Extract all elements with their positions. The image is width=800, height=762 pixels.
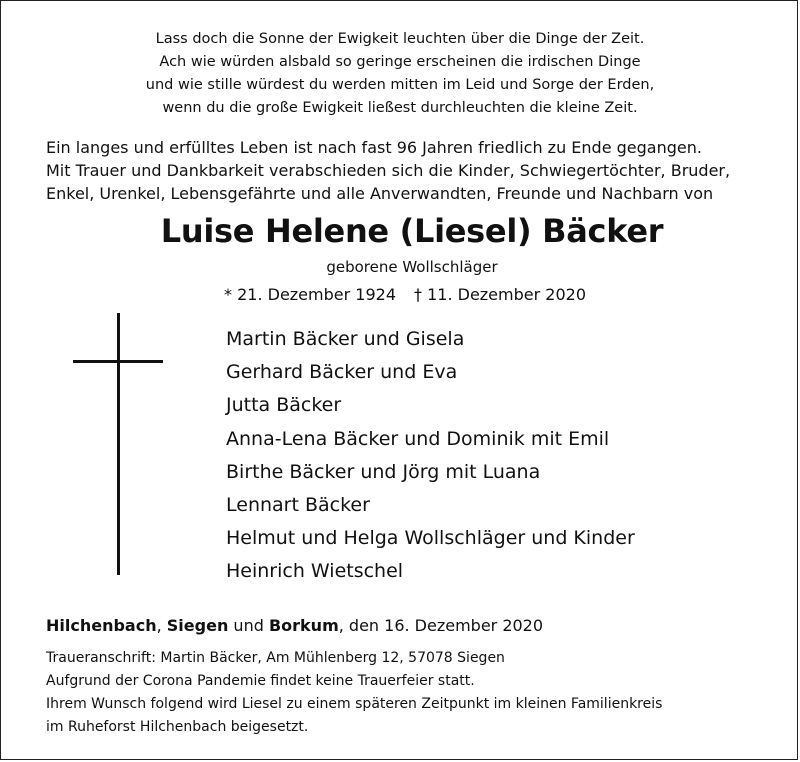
intro-text bbox=[46, 136, 786, 205]
birth-date: * 21. Dezember 1924 bbox=[224, 285, 396, 304]
mourner: Gerhard Bäcker und Eva bbox=[226, 361, 458, 384]
notice-date: , den 16. Dezember 2020 bbox=[338, 616, 544, 635]
death-date: † 11. Dezember 2020 bbox=[414, 285, 586, 304]
place-siegen: Siegen bbox=[166, 616, 229, 635]
mourner: Lennart Bäcker bbox=[226, 494, 370, 517]
place-separator: , bbox=[156, 616, 167, 635]
place-hilchenbach: Hilchenbach bbox=[46, 616, 157, 635]
intro-line: Mit Trauer und Dankbarkeit verabschieden sich die Kinder, Schwiegertöchter, Bruder, bbox=[46, 161, 731, 180]
notes bbox=[46, 647, 662, 739]
poem bbox=[0, 28, 800, 120]
note-line: Ihrem Wunsch folgend wird Liesel zu einem späteren Zeitpunkt im kleinen Familienkreis bbox=[46, 696, 663, 712]
life-dates bbox=[224, 285, 586, 304]
mourner: Jutta Bäcker bbox=[226, 394, 342, 417]
birth-name: geborene Wollschläger bbox=[326, 258, 498, 276]
mourner: Anna-Lena Bäcker und Dominik mit Emil bbox=[226, 427, 610, 450]
intro-line: Ein langes und erfülltes Leben ist nach fast 96 Jahren friedlich zu Ende gegangen. bbox=[46, 138, 702, 157]
mourners-list bbox=[226, 323, 635, 589]
note-line: Aufgrund der Corona Pandemie findet keine Trauerfeier statt. bbox=[46, 673, 475, 689]
cross-icon-bar bbox=[73, 360, 163, 363]
poem-line: und wie stille würdest du werden mitten im Leid und Sorge der Erden, bbox=[145, 77, 655, 93]
place-separator: und bbox=[228, 616, 269, 635]
intro-line: Enkel, Urenkel, Lebensgefährte und alle Anverwandten, Freunde und Nachbarn von bbox=[46, 184, 714, 203]
poem-line: Ach wie würden alsbald so geringe erscheinen die irdischen Dinge bbox=[159, 54, 641, 70]
place-date-line bbox=[46, 616, 543, 635]
place-borkum: Borkum bbox=[268, 616, 339, 635]
mourning-address: Traueranschrift: Martin Bäcker, Am Mühlenberg 12, 57078 Siegen bbox=[46, 650, 505, 666]
mourner: Heinrich Wietschel bbox=[226, 560, 404, 583]
mourner: Birthe Bäcker und Jörg mit Luana bbox=[226, 460, 541, 483]
deceased-name: Luise Helene (Liesel) Bäcker bbox=[160, 212, 664, 250]
poem-line: Lass doch die Sonne der Ewigkeit leuchten über die Dinge der Zeit. bbox=[155, 31, 645, 47]
note-line: im Ruheforst Hilchenbach beigesetzt. bbox=[46, 719, 309, 735]
cross-icon bbox=[117, 313, 120, 575]
mourner: Helmut und Helga Wollschläger und Kinder bbox=[226, 527, 635, 550]
poem-line: wenn du die große Ewigkeit ließest durchleuchten die kleine Zeit. bbox=[162, 100, 638, 116]
mourner: Martin Bäcker und Gisela bbox=[226, 328, 465, 350]
